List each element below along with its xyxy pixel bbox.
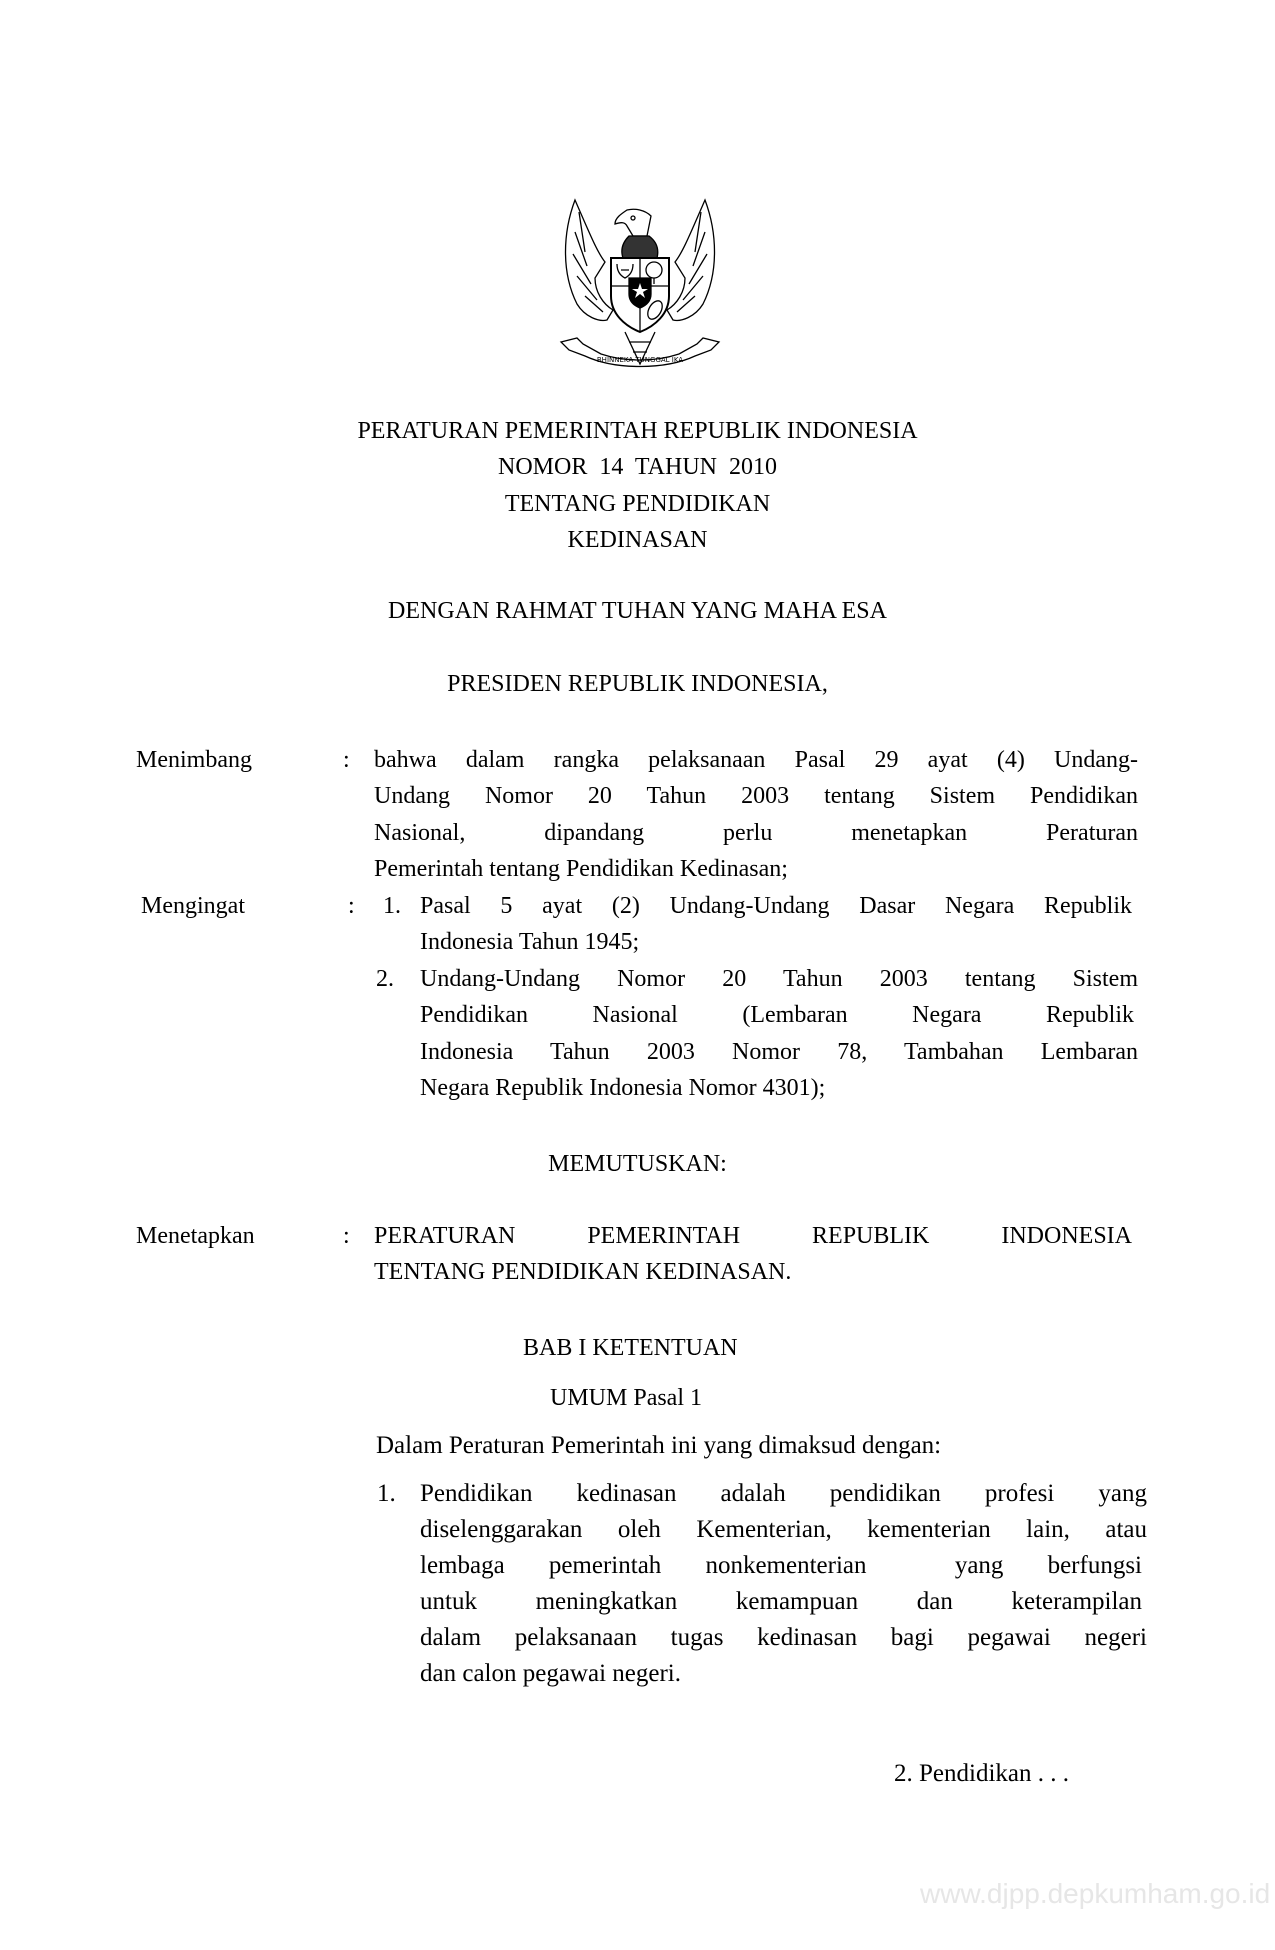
mengingat-item-2-line-4: Negara Republik Indonesia Nomor 4301); bbox=[420, 1075, 826, 1101]
definition-item-1-line-1: Pendidikan kedinasan adalah pendidikan profesi yang bbox=[420, 1480, 1147, 1507]
title-line-1: PERATURAN PEMERINTAH REPUBLIK INDONESIA bbox=[357, 418, 918, 444]
menimbang-line-4: Pemerintah tentang Pendidikan Kedinasan; bbox=[374, 856, 788, 882]
right-wing bbox=[667, 200, 715, 320]
menimbang-colon: : bbox=[343, 747, 350, 773]
invocation: DENGAN RAHMAT TUHAN YANG MAHA ESA bbox=[388, 598, 887, 624]
motto-text: BHINNEKA TUNGGAL IKA bbox=[596, 356, 684, 364]
issuer: PRESIDEN REPUBLIK INDONESIA, bbox=[447, 671, 828, 697]
mengingat-item-2-number: 2. bbox=[376, 966, 394, 992]
article-intro: Dalam Peraturan Pemerintah ini yang dimaksud dengan: bbox=[376, 1432, 942, 1459]
title-line-2: NOMOR 14 TAHUN 2010 bbox=[498, 454, 777, 480]
definition-item-1-line-2: diselenggarakan oleh Kementerian, kementerian lain, atau bbox=[420, 1516, 1147, 1543]
mengingat-colon: : bbox=[348, 893, 355, 919]
menimbang-label: Menimbang bbox=[136, 747, 252, 773]
garuda-emblem-icon bbox=[555, 192, 725, 382]
menimbang-line-3: Nasional, dipandang perlu menetapkan Peraturan bbox=[374, 820, 1138, 846]
chapter-heading: BAB I KETENTUAN bbox=[523, 1335, 738, 1361]
mengingat-item-2-line-1: Undang-Undang Nomor 20 Tahun 2003 tentang Sistem bbox=[420, 966, 1138, 992]
definition-item-1-number: 1. bbox=[377, 1480, 396, 1507]
mengingat-item-1-number: 1. bbox=[383, 893, 401, 919]
mengingat-label: Mengingat bbox=[141, 893, 245, 919]
menetapkan-line-2: TENTANG PENDIDIKAN KEDINASAN. bbox=[374, 1259, 792, 1285]
mengingat-item-2-line-3: Indonesia Tahun 2003 Nomor 78, Tambahan Lembaran bbox=[420, 1039, 1138, 1065]
decision-heading: MEMUTUSKAN: bbox=[548, 1151, 727, 1177]
mengingat-item-2-line-2: Pendidikan Nasional (Lembaran Negara Republik bbox=[420, 1002, 1134, 1028]
left-wing bbox=[566, 200, 614, 320]
menimbang-line-1: bahwa dalam rangka pelaksanaan Pasal 29 ayat (4) Undang- bbox=[374, 747, 1138, 773]
menetapkan-label: Menetapkan bbox=[136, 1223, 255, 1249]
definition-item-1-line-3: lembaga pemerintah nonkementerian yang berfungsi bbox=[420, 1552, 1142, 1579]
mengingat-item-1-line-1: Pasal 5 ayat (2) Undang-Undang Dasar Negara Republik bbox=[420, 893, 1132, 919]
title-line-4: KEDINASAN bbox=[567, 527, 708, 553]
menimbang-line-2: Undang Nomor 20 Tahun 2003 tentang Sistem Pendidikan bbox=[374, 783, 1138, 809]
definition-item-1-line-4: untuk meningkatkan kemampuan dan keterampilan bbox=[420, 1588, 1142, 1615]
article-heading: UMUM Pasal 1 bbox=[550, 1385, 703, 1411]
head bbox=[615, 209, 651, 236]
page-continuation: 2. Pendidikan . . . bbox=[894, 1760, 1069, 1787]
title-line-3: TENTANG PENDIDIKAN bbox=[504, 491, 771, 517]
mengingat-item-1-line-2: Indonesia Tahun 1945; bbox=[420, 929, 640, 955]
watermark: www.djpp.depkumham.go.id bbox=[920, 1878, 1271, 1909]
menetapkan-colon: : bbox=[343, 1223, 350, 1249]
menetapkan-line-1: PERATURAN PEMERINTAH REPUBLIK INDONESIA bbox=[374, 1223, 1132, 1249]
definition-item-1-line-5: dalam pelaksanaan tugas kedinasan bagi pegawai negeri bbox=[420, 1624, 1147, 1651]
definition-item-1-line-6: dan calon pegawai negeri. bbox=[420, 1660, 681, 1687]
